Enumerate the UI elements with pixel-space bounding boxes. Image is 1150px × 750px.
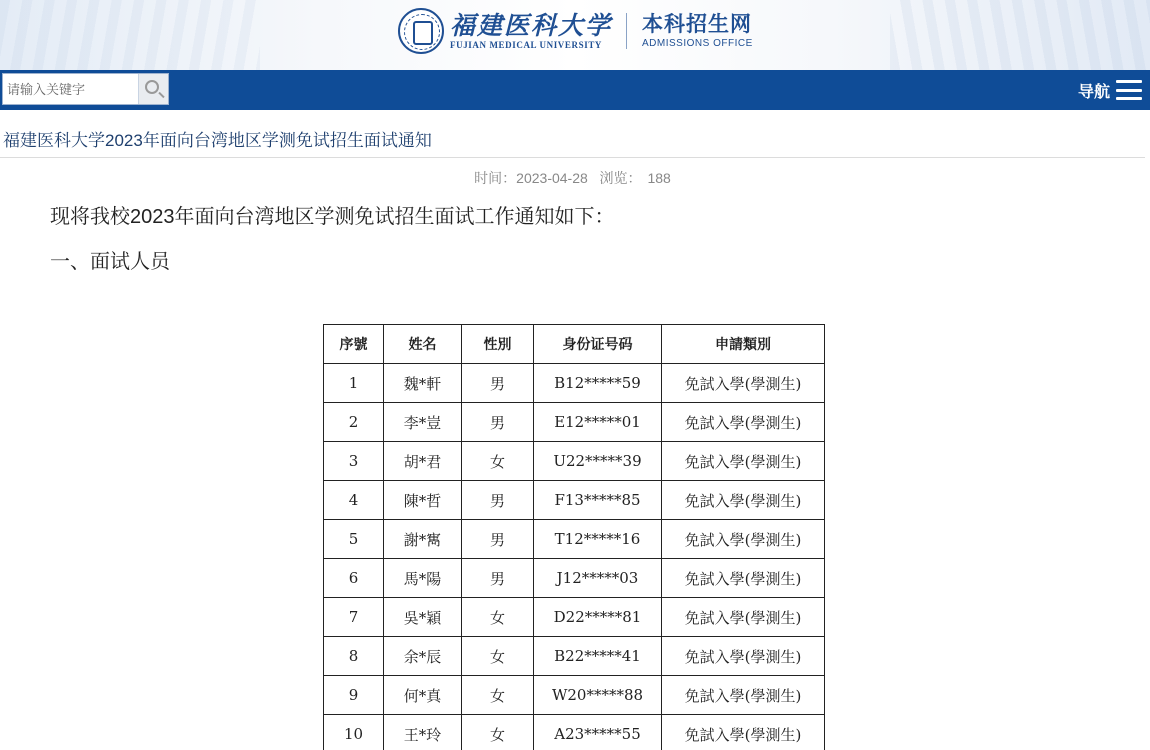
header-name: 姓名 bbox=[384, 325, 462, 364]
cell-application-type: 免試入學(學測生) bbox=[662, 364, 825, 403]
search-input[interactable] bbox=[3, 74, 138, 104]
cell-name: 陳*哲 bbox=[384, 481, 462, 520]
cell-serial: 10 bbox=[324, 715, 384, 750]
time-label: 时间： bbox=[474, 170, 517, 186]
search-icon bbox=[145, 80, 159, 94]
cell-id-number: T12*****16 bbox=[534, 520, 662, 559]
cell-name: 李*豈 bbox=[384, 403, 462, 442]
header-banner bbox=[0, 0, 1150, 70]
table-row bbox=[324, 364, 825, 403]
article-meta bbox=[0, 168, 1145, 188]
header-serial: 序號 bbox=[324, 325, 384, 364]
cell-id-number: A23*****55 bbox=[534, 715, 662, 750]
table-row bbox=[324, 442, 825, 481]
cell-id-number: B12*****59 bbox=[534, 364, 662, 403]
cell-name: 何*真 bbox=[384, 676, 462, 715]
cell-application-type: 免試入學(學測生) bbox=[662, 598, 825, 637]
cell-serial: 3 bbox=[324, 442, 384, 481]
admissions-office bbox=[642, 12, 753, 50]
table-row bbox=[324, 403, 825, 442]
cell-application-type: 免試入學(學測生) bbox=[662, 481, 825, 520]
cell-serial: 2 bbox=[324, 403, 384, 442]
cell-id-number: U22*****39 bbox=[534, 442, 662, 481]
cell-serial: 9 bbox=[324, 676, 384, 715]
cell-serial: 4 bbox=[324, 481, 384, 520]
banner-decoration-left bbox=[0, 0, 260, 70]
cell-name: 謝*寯 bbox=[384, 520, 462, 559]
cell-gender: 女 bbox=[462, 676, 534, 715]
cell-id-number: E12*****01 bbox=[534, 403, 662, 442]
intro-paragraph: 现将我校2023年面向台湾地区学测免试招生面试工作通知如下： bbox=[50, 206, 615, 228]
university-name bbox=[450, 12, 612, 51]
nav-bar bbox=[0, 70, 1150, 110]
university-name-en: FUJIAN MEDICAL UNIVERSITY bbox=[450, 39, 603, 50]
cell-gender: 女 bbox=[462, 715, 534, 750]
cell-id-number: D22*****81 bbox=[534, 598, 662, 637]
header-gender: 性別 bbox=[462, 325, 534, 364]
cell-serial: 1 bbox=[324, 364, 384, 403]
table-row bbox=[324, 520, 825, 559]
cell-name: 吳*穎 bbox=[384, 598, 462, 637]
table-row bbox=[324, 559, 825, 598]
search-box bbox=[2, 73, 169, 105]
logo-divider bbox=[626, 13, 627, 49]
cell-id-number: B22*****41 bbox=[534, 637, 662, 676]
university-name-cn: 福建医科大学 bbox=[450, 10, 613, 40]
cell-application-type: 免試入學(學測生) bbox=[662, 715, 825, 750]
cell-id-number: W20*****88 bbox=[534, 676, 662, 715]
table-row bbox=[324, 715, 825, 750]
interviewee-table bbox=[323, 324, 825, 750]
cell-serial: 6 bbox=[324, 559, 384, 598]
cell-gender: 男 bbox=[462, 403, 534, 442]
cell-name: 王*玲 bbox=[384, 715, 462, 750]
header-application-type: 申請類別 bbox=[662, 325, 825, 364]
cell-gender: 女 bbox=[462, 442, 534, 481]
cell-name: 余*辰 bbox=[384, 637, 462, 676]
cell-gender: 男 bbox=[462, 481, 534, 520]
site-logo[interactable] bbox=[398, 7, 753, 55]
cell-name: 馬*陽 bbox=[384, 559, 462, 598]
cell-name: 胡*君 bbox=[384, 442, 462, 481]
table-header-row bbox=[324, 325, 825, 364]
article-title: 福建医科大学2023年面向台湾地区学测免试招生面试通知 bbox=[3, 131, 432, 150]
cell-application-type: 免試入學(學測生) bbox=[662, 559, 825, 598]
cell-application-type: 免試入學(學測生) bbox=[662, 442, 825, 481]
view-count: 188 bbox=[647, 170, 671, 186]
table-row bbox=[324, 637, 825, 676]
table-row bbox=[324, 598, 825, 637]
cell-id-number: F13*****85 bbox=[534, 481, 662, 520]
cell-gender: 女 bbox=[462, 637, 534, 676]
office-name-cn: 本科招生网 bbox=[642, 13, 753, 36]
publish-date: 2023-04-28 bbox=[516, 170, 588, 186]
cell-serial: 5 bbox=[324, 520, 384, 559]
cell-application-type: 免試入學(學測生) bbox=[662, 520, 825, 559]
cell-gender: 男 bbox=[462, 559, 534, 598]
office-name-en: ADMISSIONS OFFICE bbox=[642, 38, 753, 49]
cell-name: 魏*軒 bbox=[384, 364, 462, 403]
table-row bbox=[324, 481, 825, 520]
hamburger-menu-icon bbox=[1116, 80, 1142, 100]
header-id-number: 身份证号码 bbox=[534, 325, 662, 364]
cell-gender: 男 bbox=[462, 364, 534, 403]
table-row bbox=[324, 676, 825, 715]
university-seal-icon bbox=[398, 8, 444, 54]
cell-application-type: 免試入學(學測生) bbox=[662, 403, 825, 442]
cell-serial: 7 bbox=[324, 598, 384, 637]
views-label: 浏览： bbox=[599, 170, 642, 186]
nav-label: 导航 bbox=[1077, 83, 1110, 101]
cell-serial: 8 bbox=[324, 637, 384, 676]
cell-gender: 男 bbox=[462, 520, 534, 559]
title-divider bbox=[0, 157, 1145, 158]
cell-gender: 女 bbox=[462, 598, 534, 637]
cell-application-type: 免試入學(學測生) bbox=[662, 676, 825, 715]
search-button[interactable] bbox=[138, 74, 168, 104]
banner-decoration-right bbox=[890, 0, 1150, 70]
cell-id-number: J12*****03 bbox=[534, 559, 662, 598]
nav-menu-toggle[interactable] bbox=[1078, 78, 1142, 102]
cell-application-type: 免試入學(學測生) bbox=[662, 637, 825, 676]
section-heading-interviewees: 一、面试人员 bbox=[50, 251, 170, 273]
